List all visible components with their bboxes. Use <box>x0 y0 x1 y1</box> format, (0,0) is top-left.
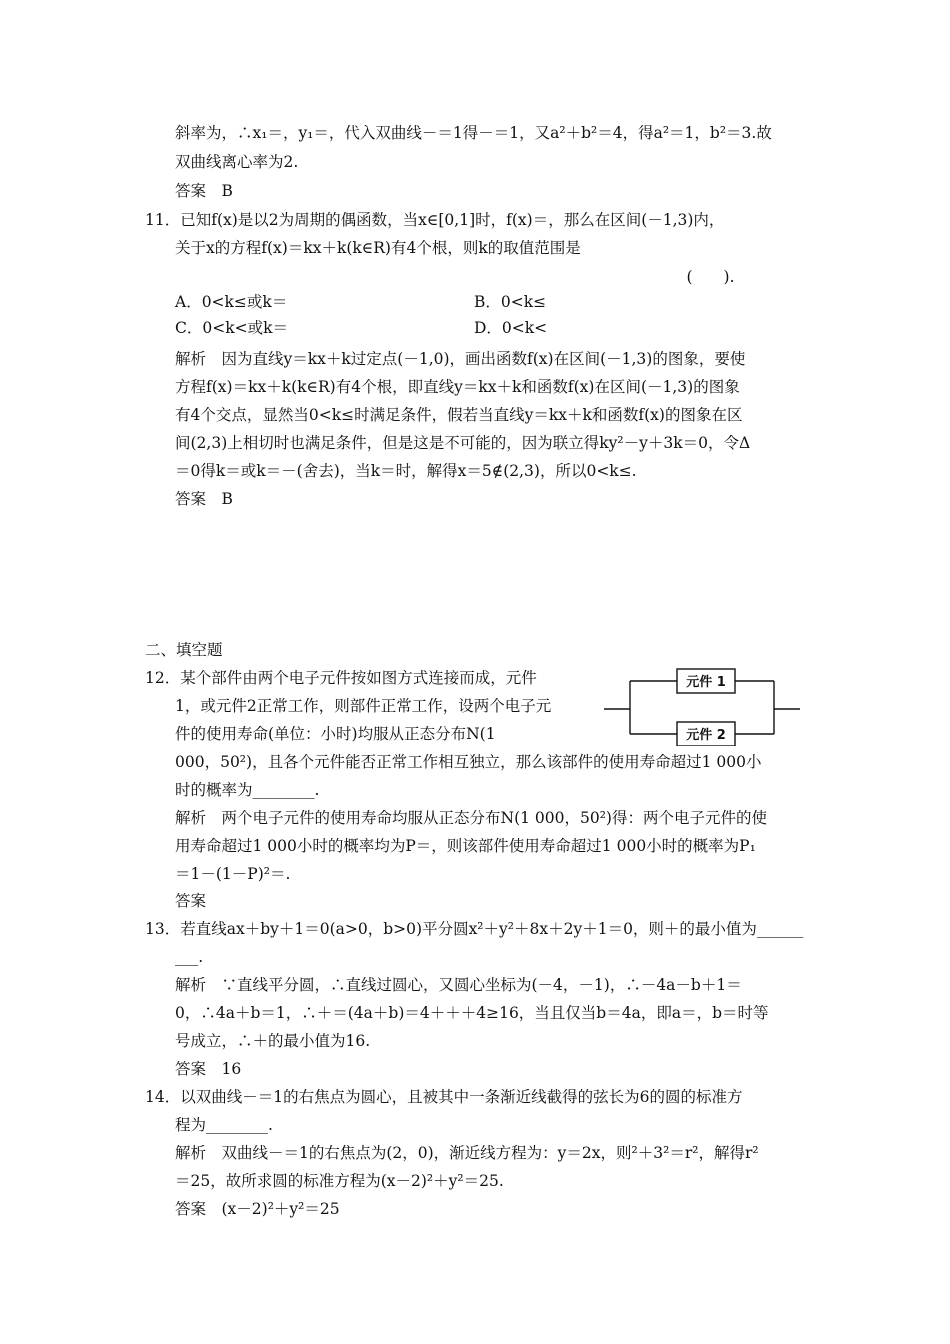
solution-line: 解析 两个电子元件的使用寿命均服从正态分布N(1 000，50²)得：两个电子元件的使 <box>175 809 767 827</box>
answer-line: 答案 B <box>175 490 233 508</box>
solution-line: 0，∴4a＋b＝1，∴＋＝(4a＋b)＝4＋＋＋4≥16，当且仅当b＝4a，即a＝，b＝时等 <box>175 1004 769 1022</box>
choice-c: C．0<k<或k＝ <box>175 319 288 337</box>
component-1-label: 元件 1 <box>686 675 726 690</box>
choice-a: A．0<k≤或k＝ <box>175 293 288 311</box>
answer-line: 答案 <box>175 892 207 910</box>
text-line: 关于x的方程f(x)＝kx＋k(k∈R)有4个根，则k的取值范围是 <box>175 239 581 257</box>
solution-line: 间(2,3)上相切时也满足条件，但是这是不可能的，因为联立得ky²－y＋3k＝0，令Δ <box>175 434 751 452</box>
text-line: ___. <box>175 948 204 966</box>
question-14: 14．以双曲线－＝1的右焦点为圆心，且被其中一条渐近线截得的弦长为6的圆的标准方 <box>145 1088 743 1106</box>
text-line: 000，50²)，且各个元件能否正常工作相互独立，那么该部件的使用寿命超过1 000小 <box>175 753 762 771</box>
solution-line: 号成立，∴＋的最小值为16. <box>175 1032 371 1050</box>
choice-b: B．0<k≤ <box>474 293 547 311</box>
answer-bracket: ( ). <box>175 268 735 286</box>
section-heading: 二、填空题 <box>145 641 223 659</box>
component-2-label: 元件 2 <box>686 728 726 743</box>
text-line: 1，或元件2正常工作，则部件正常工作，设两个电子元 <box>175 697 552 715</box>
text-line: 双曲线离心率为2. <box>175 153 299 171</box>
question-11: 11．已知f(x)是以2为周期的偶函数，当x∈[0,1]时，f(x)＝，那么在区间(－1,3)内， <box>145 211 725 229</box>
parallel-circuit-diagram <box>604 664 800 746</box>
text-line: 程为________. <box>175 1116 273 1134</box>
solution-line: ＝0得k＝或k＝－(舍去)，当k＝时，解得x＝5∉(2,3)，所以0<k≤. <box>175 462 637 480</box>
solution-line: 方程f(x)＝kx＋k(k∈R)有4个根，即直线y＝kx＋k和函数f(x)在区间(－1,3)的图象 <box>175 378 740 396</box>
answer-line: 答案 16 <box>175 1060 242 1078</box>
text-line: 时的概率为________. <box>175 781 320 799</box>
solution-line: 解析 双曲线－＝1的右焦点为(2，0)，渐近线方程为：y＝2x，则²＋3²＝r²，解得r² <box>175 1144 759 1162</box>
solution-line: ＝25，故所求圆的标准方程为(x－2)²＋y²＝25. <box>175 1172 504 1190</box>
question-13: 13．若直线ax＋by＋1＝0(a>0，b>0)平分圆x²＋y²＋8x＋2y＋1＝0，则＋的最小值为______ <box>145 920 804 938</box>
choice-d: D．0<k< <box>474 319 548 337</box>
question-12: 12．某个部件由两个电子元件按如图方式连接而成，元件 <box>145 669 537 687</box>
solution-line: 有4个交点，显然当0<k≤时满足条件，假若当直线y＝kx＋k和函数f(x)的图象在区 <box>175 406 743 424</box>
text-line: 件的使用寿命(单位：小时)均服从正态分布N(1 <box>175 725 496 743</box>
solution-line: 用寿命超过1 000小时的概率均为P＝，则该部件使用寿命超过1 000小时的概率为P₁ <box>175 837 756 855</box>
text-line: 斜率为，∴x₁＝，y₁＝，代入双曲线－＝1得－＝1，又a²＋b²＝4，得a²＝1，b²＝3.故 <box>175 124 772 142</box>
solution-line: 解析 因为直线y＝kx＋k过定点(－1,0)，画出函数f(x)在区间(－1,3)的图象，要使 <box>175 350 746 368</box>
solution-line: ＝1－(1－P)²＝. <box>175 865 291 883</box>
solution-line: 解析 ∵直线平分圆，∴直线过圆心，又圆心坐标为(－4，－1)，∴－4a－b＋1＝ <box>175 976 742 994</box>
answer-line: 答案 B <box>175 182 233 200</box>
answer-line: 答案 (x－2)²＋y²＝25 <box>175 1200 340 1218</box>
